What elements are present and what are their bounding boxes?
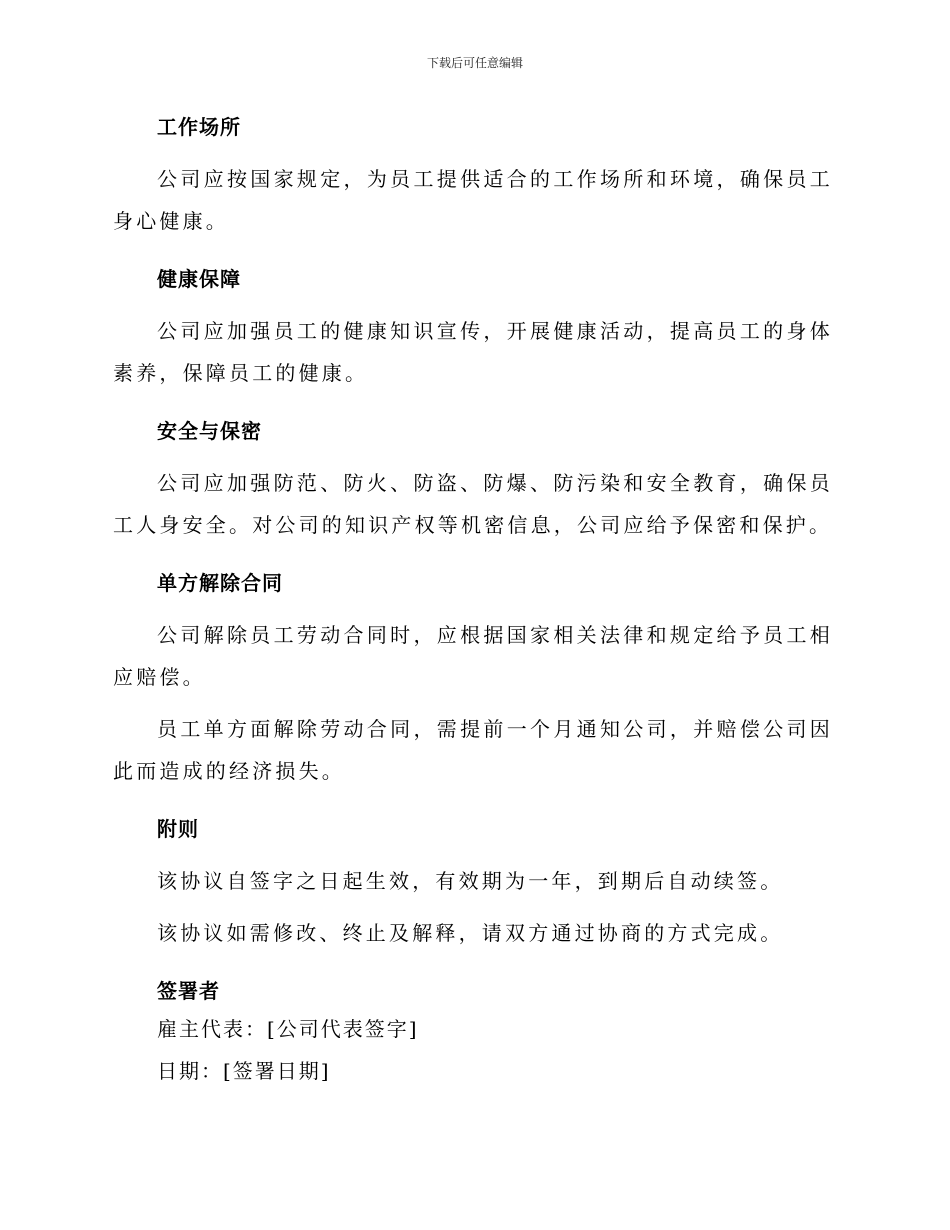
section-paragraph: 公司解除员工劳动合同时，应根据国家相关法律和规定给予员工相应赔偿。 — [113, 623, 833, 689]
signature-date-line: 日期：[签署日期] — [157, 1059, 331, 1083]
section-paragraph: 公司应加强员工的健康知识宣传，开展健康活动，提高员工的身体素养，保障员工的健康。 — [113, 319, 833, 385]
section-heading-safety: 安全与保密 — [157, 419, 262, 443]
employer-signature-line: 雇主代表：[公司代表签字] — [157, 1017, 419, 1041]
section-heading-termination: 单方解除合同 — [157, 571, 283, 595]
section-paragraph: 公司应按国家规定，为员工提供适合的工作场所和环境，确保员工身心健康。 — [113, 167, 833, 233]
section-paragraph: 公司应加强防范、防火、防盗、防爆、防污染和安全教育，确保员工人身安全。对公司的知识产权等机密信息，公司应给予保密和保护。 — [113, 471, 833, 537]
section-heading-workplace: 工作场所 — [157, 115, 241, 139]
section-paragraph: 该协议如需修改、终止及解释，请双方通过协商的方式完成。 — [157, 921, 784, 945]
section-paragraph: 员工单方面解除劳动合同，需提前一个月通知公司，并赔偿公司因此而造成的经济损失。 — [113, 717, 833, 783]
signatures-heading: 签署者 — [157, 979, 220, 1003]
header-note: 下载后可任意编辑 — [426, 56, 523, 70]
section-paragraph: 该协议自签字之日起生效，有效期为一年，到期后自动续签。 — [157, 869, 784, 893]
section-heading-appendix: 附则 — [157, 817, 199, 841]
document-body — [113, 110, 833, 1092]
section-heading-health: 健康保障 — [157, 267, 241, 291]
